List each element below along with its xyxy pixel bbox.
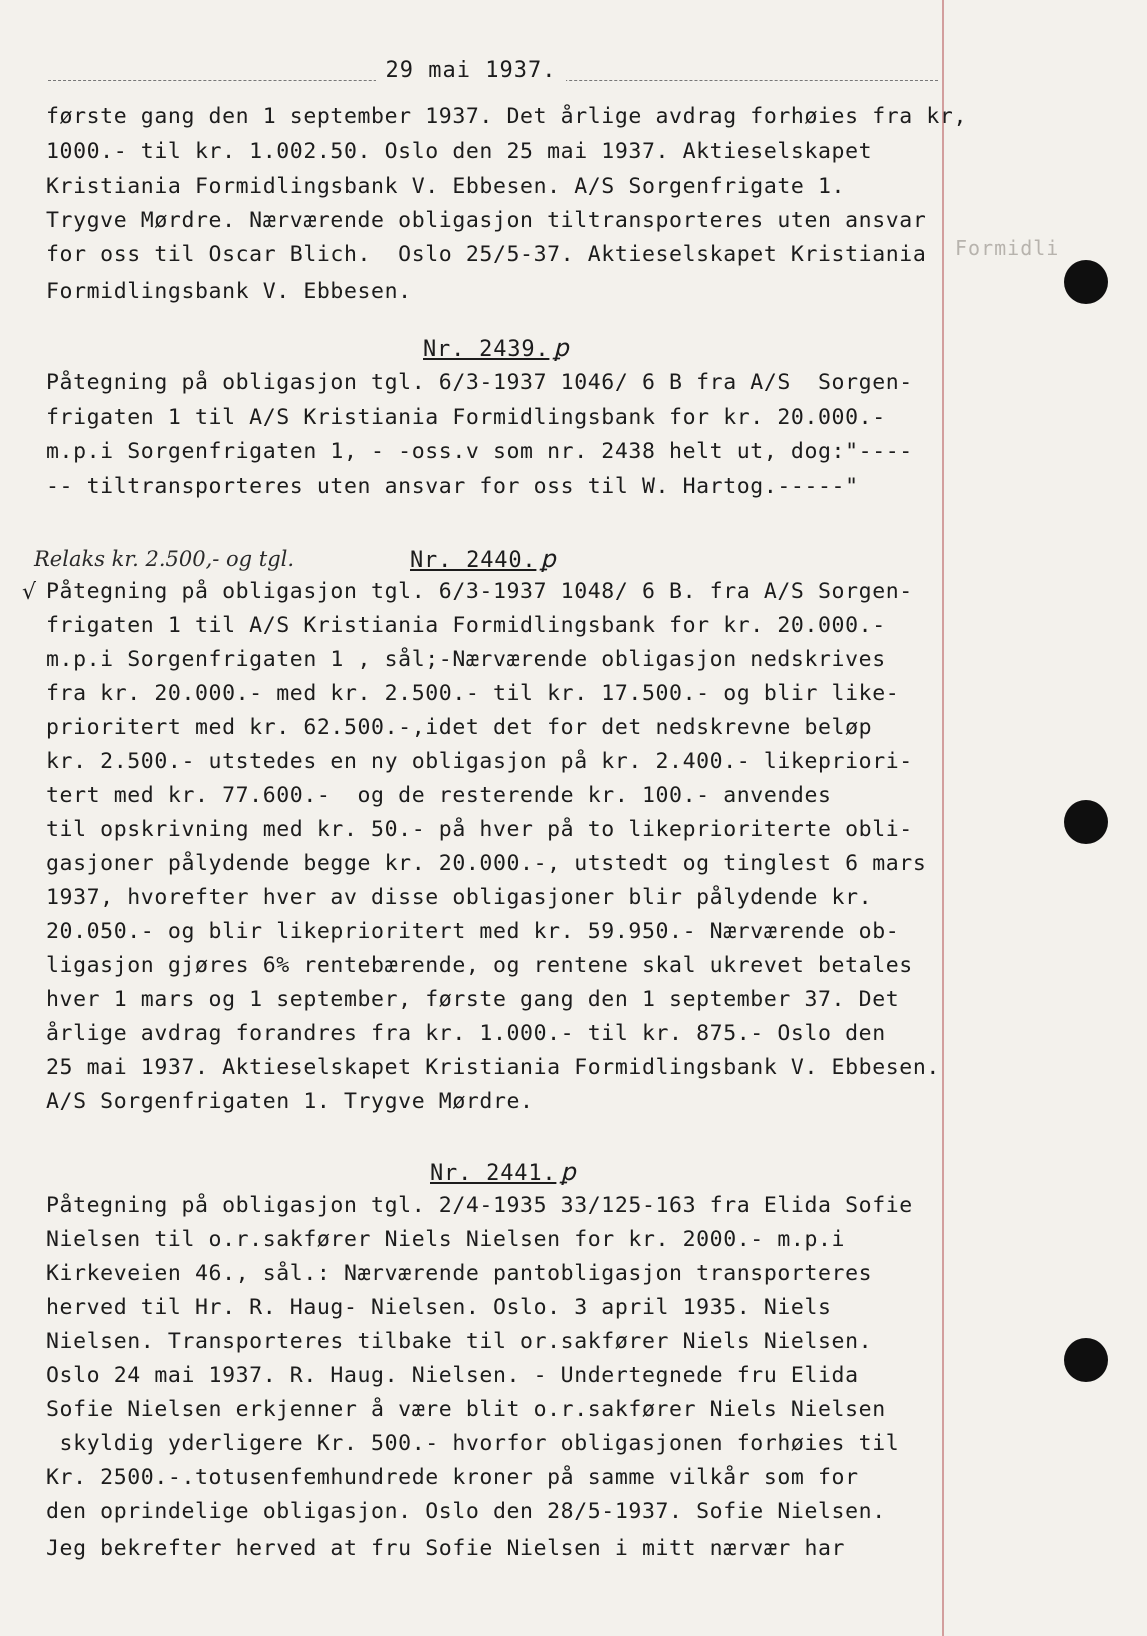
entry-2441-line: Påtegning på obligasjon tgl. 2/4-1935 33/125-163 fra Elida Sofie [46,1193,913,1218]
intro-line: 1000.- til kr. 1.002.50. Oslo den 25 mai 1937. Aktieselskapet [46,139,873,164]
entry-2441-line: skyldig yderligere Kr. 500.- hvorfor obligasjonen forhøies til [46,1431,900,1456]
page-header [0,58,942,83]
entry-2440-line: hver 1 mars og 1 september, første gang den 1 september 37. Det [46,987,900,1012]
margin-rule [942,0,944,1636]
entry-2441-line: Sofie Nielsen erkjenner å være blit o.r.sakfører Niels Nielsen [46,1397,886,1422]
entry-2441-line: Oslo 24 mai 1937. R. Haug. Nielsen. - Undertegnede fru Elida [46,1363,859,1388]
entry-2441-line: den oprindelige obligasjon. Oslo den 28/5-1937. Sofie Nielsen. [46,1499,886,1524]
entry-2440-number: Nr. 2440. [410,548,537,573]
entry-2440-heading [410,545,556,573]
entry-2441-line: Nielsen til o.r.sakfører Niels Nielsen for kr. 2000.- m.p.i [46,1227,846,1252]
entry-2440-line: m.p.i Sorgenfrigaten 1 , sål;-Nærværende obligasjon nedskrives [46,647,886,672]
entry-2440-line: tert med kr. 77.600.- og de resterende kr. 100.- anvendes [46,783,832,808]
entry-2439-mark: ꝑ [553,334,570,362]
entry-2440-line: til opskrivning med kr. 50.- på hver på to likeprioriterte obli- [46,817,913,842]
entry-2441-heading [430,1158,576,1186]
entry-2441-line: Nielsen. Transporteres tilbake til or.sakfører Niels Nielsen. [46,1329,873,1354]
entry-2439-line: frigaten 1 til A/S Kristiania Formidlingsbank for kr. 20.000.- [46,405,886,430]
entry-2440-line: fra kr. 20.000.- med kr. 2.500.- til kr. 17.500.- og blir like- [46,681,900,706]
entry-2441-mark: ꝑ [560,1158,577,1186]
intro-line: Kristiania Formidlingsbank V. Ebbesen. A/S Sorgenfrigate 1. [46,174,846,199]
entry-2440-line: Påtegning på obligasjon tgl. 6/3-1937 1048/ 6 B. fra A/S Sorgen- [46,579,913,604]
entry-2440-line: frigaten 1 til A/S Kristiania Formidlingsbank for kr. 20.000.- [46,613,886,638]
entry-2440-mark: ꝑ [540,545,557,573]
entry-2440-line: kr. 2.500.- utstedes en ny obligasjon på kr. 2.400.- likepriori- [46,749,913,774]
check-mark: √ [22,580,37,605]
entry-2439-line: Påtegning på obligasjon tgl. 6/3-1937 1046/ 6 B fra A/S Sorgen- [46,370,913,395]
handwritten-margin-note: Relaks kr. 2.500,- og tgl. [34,547,295,571]
entry-2441-number: Nr. 2441. [430,1161,557,1186]
entry-2440-line: A/S Sorgenfrigaten 1. Trygve Mørdre. [46,1089,534,1114]
entry-2441-line: Kirkeveien 46., sål.: Nærværende pantobligasjon transporteres [46,1261,873,1286]
intro-line: Formidlingsbank V. Ebbesen. [46,279,412,304]
entry-2439-heading [423,334,569,362]
entry-2441-line: herved til Hr. R. Haug- Nielsen. Oslo. 3 april 1935. Niels [46,1295,832,1320]
intro-line: for oss til Oscar Blich. Oslo 25/5-37. Aktieselskapet Kristiania [46,242,927,267]
entry-2440-line: ligasjon gjøres 6% rentebærende, og rentene skal ukrevet betales [46,953,913,978]
entry-2439-number: Nr. 2439. [423,337,550,362]
header-date: 29 mai 1937. [376,58,567,83]
entry-2440-line: årlige avdrag forandres fra kr. 1.000.- til kr. 875.- Oslo den [46,1021,886,1046]
entry-2439-line: -- tiltransporteres uten ansvar for oss til W. Hartog.-----" [46,474,859,499]
binder-hole-bottom [1064,1338,1108,1382]
entry-2440-line: gasjoner pålydende begge kr. 20.000.-, utstedt og tinglest 6 mars [46,851,927,876]
binder-hole-middle [1064,800,1108,844]
entry-2440-line: prioritert med kr. 62.500.-,idet det for det nedskrevne beløp [46,715,873,740]
entry-2441-line: Jeg bekrefter herved at fru Sofie Nielsen i mitt nærvær har [46,1536,846,1561]
intro-line: første gang den 1 september 1937. Det årlige avdrag forhøies fra kr, [46,104,967,129]
entry-2440-line: 1937, hvorefter hver av disse obligasjoner blir pålydende kr. [46,885,873,910]
intro-line: Trygve Mørdre. Nærværende obligasjon tiltransporteres uten ansvar [46,208,927,233]
margin-bleed-text: Formidli [955,236,1060,260]
entry-2440-line: 20.050.- og blir likeprioritert med kr. 59.950.- Nærværende ob- [46,919,900,944]
entry-2439-line: m.p.i Sorgenfrigaten 1, - -oss.v som nr. 2438 helt ut, dog:"---- [46,439,913,464]
entry-2440-line: 25 mai 1937. Aktieselskapet Kristiania Formidlingsbank V. Ebbesen. [46,1055,940,1080]
binder-hole-top [1064,260,1108,304]
entry-2441-line: Kr. 2500.-.totusenfemhundrede kroner på samme vilkår som for [46,1465,859,1490]
